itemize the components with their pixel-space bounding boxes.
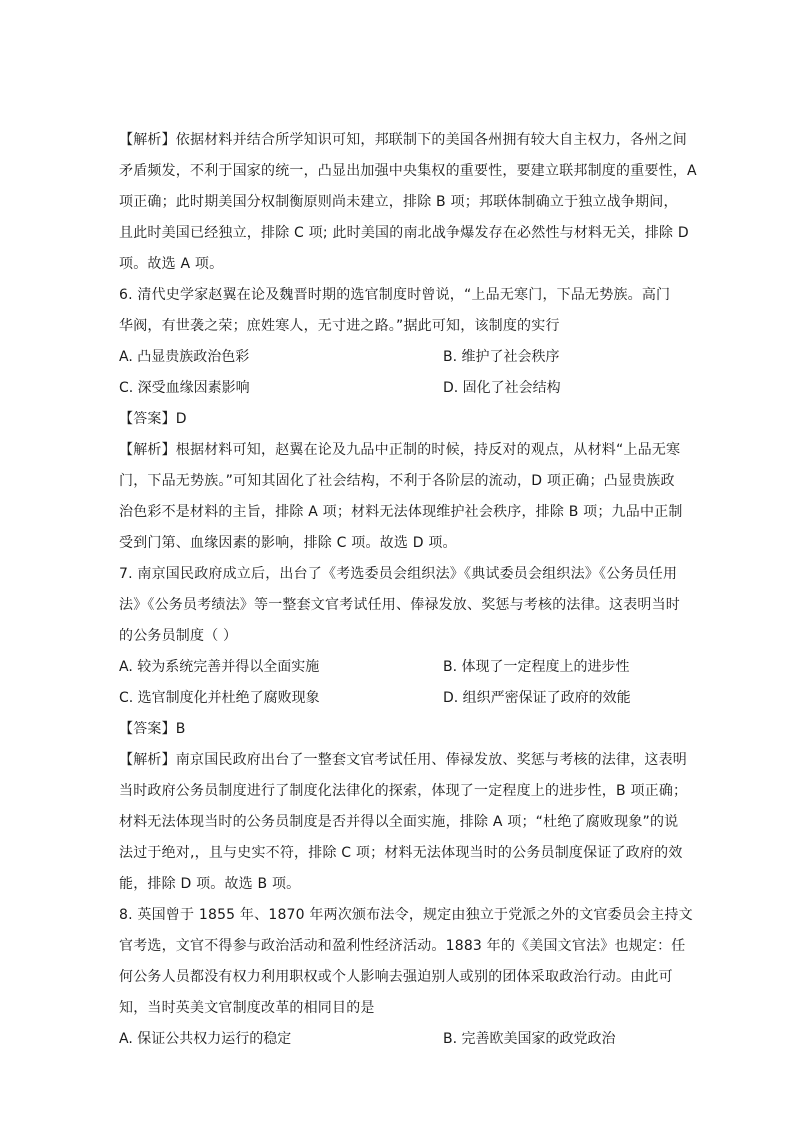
q5-analysis-line-2: 矛盾频发，不利于国家的统一，凸显出加强中央集权的重要性，要建立联邦制度的重要性，A <box>119 163 697 179</box>
q8-option-b: B. 完善欧美国家的政党政治 <box>443 1031 616 1047</box>
q5-analysis-line-4: 且此时美国已经独立，排除 C 项; 此时美国的南北战争爆发存在必然性与材料无关，排除 D <box>119 225 689 241</box>
q5-analysis-line-3: 项正确；此时期美国分权制衡原则尚未建立，排除 B 项；邦联体制确立于独立战争期间， <box>119 194 678 210</box>
q7-analysis-line-2: 当时政府公务员制度进行了制度化法律化的探索，体现了一定程度上的进步性，B 项正确； <box>119 783 688 799</box>
q7-stem-line-2: 法》《公务员考绩法》等一整套文官考试任用、俸禄发放、奖惩与考核的法律。这表明当时 <box>119 597 680 613</box>
q6-stem-line-1: 6. 清代史学家赵翼在论及魏晋时期的选官制度时曾说，“上品无寒门，下品无势族。高门 <box>119 287 671 303</box>
q7-analysis-line-3: 材料无法体现当时的公务员制度是否并得以全面实施，排除 A 项；“杜绝了腐败现象”的说 <box>119 814 679 830</box>
q8-stem-line-4: 知，当时英美文官制度改革的相同目的是 <box>119 1000 375 1016</box>
q7-stem-line-3: 的公务员制度（ ） <box>119 628 238 644</box>
q7-analysis-line-1: 【解析】南京国民政府出台了一整套文官考试任用、俸禄发放、奖惩与考核的法律，这表明 <box>119 752 687 768</box>
q6-analysis-line-4: 受到门第、血缘因素的影响，排除 C 项。故选 D 项。 <box>119 535 457 551</box>
q7-analysis-line-4: 法过于绝对,，且与史实不符，排除 C 项；材料无法体现当时的公务员制度保证了政府的效 <box>119 845 683 861</box>
q7-answer: 【答案】B <box>119 721 186 737</box>
q8-stem-line-3: 何公务人员都没有权力利用职权或个人影响去强迫别人或别的团体采取政治行动。由此可 <box>119 969 673 985</box>
q8-option-a: A. 保证公共权力运行的稳定 <box>119 1031 292 1047</box>
q6-stem-line-2: 华阀，有世袭之荣；庶姓寒人，无寸进之路。”据此可知，该制度的实行 <box>119 318 560 334</box>
q8-stem-line-2: 官考选，文官不得参与政治活动和盈利性经济活动。1883 年的《美国文官法》也规定：任 <box>119 938 686 954</box>
q5-analysis-line-5: 项。故选 A 项。 <box>119 256 224 272</box>
q6-option-c: C. 深受血缘因素影响 <box>119 380 250 396</box>
q7-option-b: B. 体现了一定程度上的进步性 <box>443 659 630 675</box>
q6-analysis-line-1: 【解析】根据材料可知，赵翼在论及九品中正制的时候，持反对的观点，从材料“上品无寒 <box>119 442 681 458</box>
q7-option-a: A. 较为系统完善并得以全面实施 <box>119 659 320 675</box>
q6-option-b: B. 维护了社会秩序 <box>443 349 560 365</box>
q7-stem-line-1: 7. 南京国民政府成立后，出台了《考选委员会组织法》《典试委员会组织法》《公务员任用 <box>119 566 678 582</box>
q8-stem-line-1: 8. 英国曾于 1855 年、1870 年两次颁布法令，规定由独立于党派之外的文官委员会主持文 <box>119 907 693 923</box>
q6-analysis-line-2: 门，下品无势族。”可知其固化了社会结构，不利于各阶层的流动，D 项正确；凸显贵族政 <box>119 473 675 489</box>
q6-analysis-line-3: 治色彩不是材料的主旨，排除 A 项；材料无法体现维护社会秩序，排除 B 项；九品中正制 <box>119 504 683 520</box>
q7-option-c: C. 选官制度化并杜绝了腐败现象 <box>119 690 320 706</box>
q7-option-d: D. 组织严密保证了政府的效能 <box>443 690 631 706</box>
q6-option-d: D. 固化了社会结构 <box>443 380 561 396</box>
q7-analysis-line-5: 能，排除 D 项。故选 B 项。 <box>119 876 301 892</box>
q5-analysis-line-1: 【解析】依据材料并结合所学知识可知，邦联制下的美国各州拥有较大自主权力，各州之间 <box>119 132 687 148</box>
q6-option-a: A. 凸显贵族政治色彩 <box>119 349 250 365</box>
q6-answer: 【答案】D <box>119 411 187 427</box>
